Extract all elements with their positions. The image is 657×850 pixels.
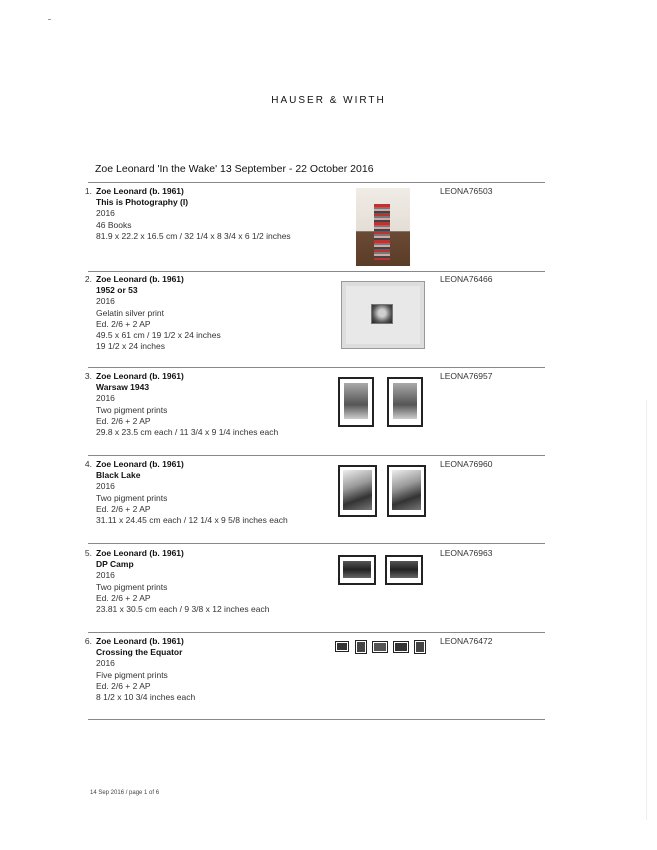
book-stack [374, 204, 390, 260]
scan-mark [48, 19, 51, 20]
entry-number: 6. [84, 636, 92, 646]
entry-details [96, 371, 336, 438]
print-image [392, 470, 421, 510]
entry-title: Crossing the Equator [96, 647, 183, 658]
entry-number: 2. [84, 274, 92, 284]
artwork-thumbnail-6a [335, 641, 349, 652]
entry-artist: Zoe Leonard (b. 1961) [96, 371, 184, 381]
entry-dimensions: 8 1/2 x 10 3/4 inches each [96, 692, 196, 703]
inventory-code-3: LEONA76957 [440, 371, 493, 381]
entry-title: Warsaw 1943 [96, 382, 150, 393]
artwork-thumbnail-1 [356, 188, 410, 266]
entry-edition: Ed. 2/6 + 2 AP [96, 318, 151, 329]
entry-medium: Two pigment prints [96, 404, 168, 415]
artwork-thumbnail-4a [338, 465, 377, 517]
entry-dimensions: 31.11 x 24.45 cm each / 12 1/4 x 9 5/8 inches each [96, 515, 288, 526]
entry-artist: Zoe Leonard (b. 1961) [96, 459, 184, 469]
inventory-code-4: LEONA76960 [440, 459, 493, 469]
entry-medium: Two pigment prints [96, 492, 168, 503]
print-image [337, 643, 347, 650]
entry-number: 5. [84, 548, 92, 558]
artwork-thumbnail-6d [393, 641, 409, 653]
print-image [343, 561, 371, 578]
document-title: Zoe Leonard 'In the Wake' 13 September - 22 October 2016 [95, 163, 374, 175]
artwork-thumbnail-2 [341, 281, 425, 349]
entry-edition: Ed. 2/6 + 2 AP [96, 592, 151, 603]
entry-number: 1. [84, 186, 92, 196]
entry-title: 1952 or 53 [96, 285, 138, 296]
artwork-thumbnail-5a [338, 555, 376, 585]
divider [88, 543, 545, 544]
entry-edition: Ed. 2/6 + 2 AP [96, 415, 151, 426]
entry-year: 2016 [96, 296, 115, 307]
entry-details [96, 548, 336, 615]
artwork-thumbnail-3b [387, 377, 423, 427]
entry-details [96, 274, 336, 352]
print-image [343, 470, 372, 510]
print-image [416, 642, 424, 652]
entry-title: Black Lake [96, 470, 141, 481]
artwork-thumbnail-4b [387, 465, 426, 517]
entry-details [96, 186, 336, 242]
scan-edge [646, 400, 647, 820]
artwork-thumbnail-5b [385, 555, 423, 585]
entry-dimensions: 81.9 x 22.2 x 16.5 cm / 32 1/4 x 8 3/4 x 6 1/2 inches [96, 230, 291, 241]
entry-artist: Zoe Leonard (b. 1961) [96, 186, 184, 196]
divider [88, 719, 545, 720]
entry-year: 2016 [96, 481, 115, 492]
entry-edition: Ed. 2/6 + 2 AP [96, 680, 151, 691]
entry-edition: Ed. 2/6 + 2 AP [96, 503, 151, 514]
entry-year: 2016 [96, 570, 115, 581]
divider [88, 632, 545, 633]
entry-details [96, 636, 336, 703]
entry-artist: Zoe Leonard (b. 1961) [96, 548, 184, 558]
entry-medium: Five pigment prints [96, 669, 168, 680]
entry-details [96, 459, 336, 526]
artwork-thumbnail-6c [372, 641, 388, 653]
print-image [374, 643, 386, 651]
entry-year: 2016 [96, 393, 115, 404]
inventory-code-2: LEONA76466 [440, 274, 493, 284]
entry-year: 2016 [96, 208, 115, 219]
entry-image-size: 19 1/2 x 24 inches [96, 341, 165, 352]
gallery-logo: HAUSER & WIRTH [271, 95, 386, 106]
entry-artist: Zoe Leonard (b. 1961) [96, 274, 184, 284]
print-image [393, 383, 417, 419]
entry-title: This is Photography (I) [96, 197, 189, 208]
entry-dimensions: 49.5 x 61 cm / 19 1/2 x 24 inches [96, 330, 221, 341]
entry-medium: 46 Books [96, 219, 132, 230]
inventory-code-5: LEONA76963 [440, 548, 493, 558]
entry-number: 3. [84, 371, 92, 381]
portrait-photo [371, 304, 393, 324]
divider [88, 367, 545, 368]
print-image [395, 643, 407, 651]
entry-year: 2016 [96, 658, 115, 669]
divider [88, 182, 545, 183]
inventory-code-1: LEONA76503 [440, 186, 493, 196]
divider [88, 455, 545, 456]
entry-dimensions: 29.8 x 23.5 cm each / 11 3/4 x 9 1/4 inches each [96, 427, 279, 438]
entry-medium: Gelatin silver print [96, 307, 165, 318]
artwork-thumbnail-3a [338, 377, 374, 427]
entry-dimensions: 23.81 x 30.5 cm each / 9 3/8 x 12 inches each [96, 604, 270, 615]
artwork-thumbnail-6e [414, 640, 426, 654]
entry-number: 4. [84, 459, 92, 469]
entry-title: DP Camp [96, 559, 134, 570]
entry-artist: Zoe Leonard (b. 1961) [96, 636, 184, 646]
print-image [344, 383, 368, 419]
artwork-thumbnail-6b [355, 640, 367, 654]
page-footer: 14 Sep 2016 / page 1 of 6 [90, 790, 160, 796]
inventory-code-6: LEONA76472 [440, 636, 493, 646]
divider [88, 271, 545, 272]
entry-medium: Two pigment prints [96, 581, 168, 592]
print-image [357, 642, 365, 652]
print-image [390, 561, 418, 578]
